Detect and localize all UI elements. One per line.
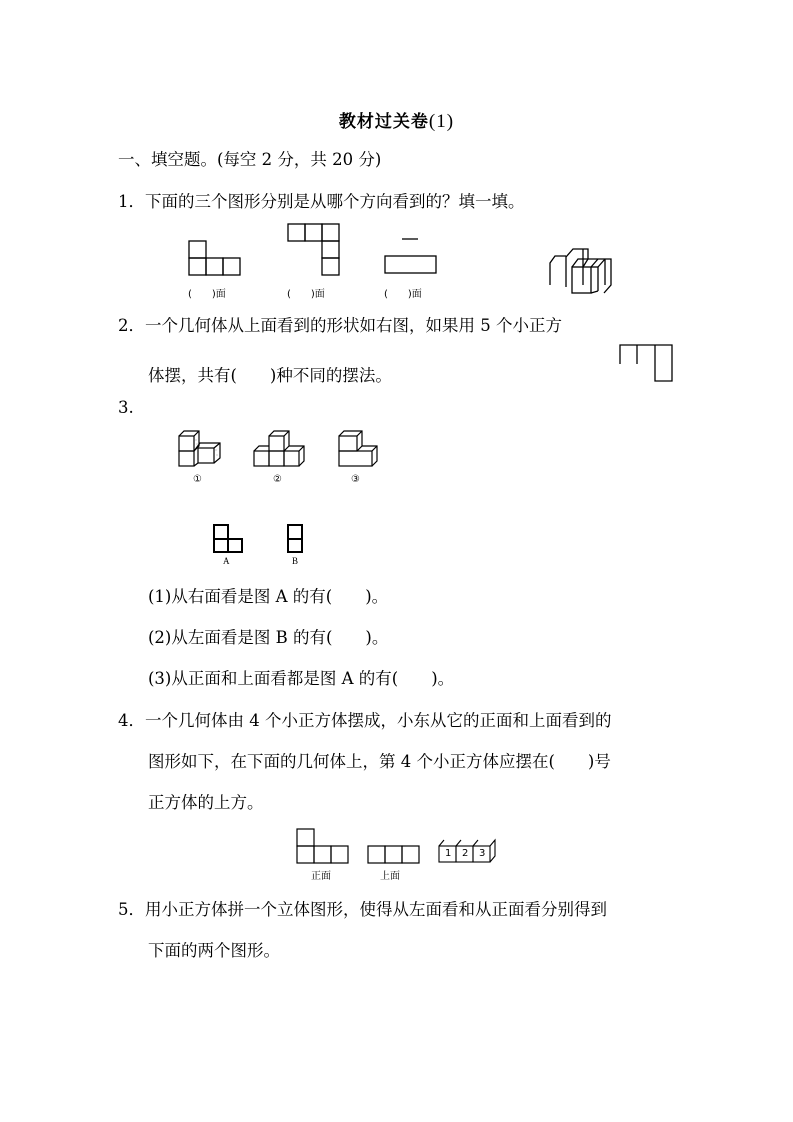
top-view-figure (619, 344, 675, 384)
view-B-label: B (292, 556, 299, 566)
cube-label-2: 2 (462, 848, 469, 859)
sub-question-2: (2)从左面看是图 B 的有( )。 (148, 628, 389, 647)
top-view-figure-q4 (367, 845, 423, 865)
title-number: (1) (428, 111, 455, 132)
title-text: 教材过关卷 (338, 112, 429, 132)
figure-2-caption: ( )面 (287, 289, 325, 300)
cube-label-3: 3 (479, 848, 486, 859)
section-heading: 一、填空题。(每空 2 分，共 20 分) (118, 150, 382, 169)
question-number: 5． (118, 900, 145, 919)
cube-label-1: 1 (445, 848, 452, 859)
view-figure-3 (384, 236, 440, 278)
question-text: 一个几何体由 4 个小正方体摆成，小东从它的正面和上面看到的 (145, 711, 612, 730)
solid-2-label: ② (273, 474, 282, 485)
question-4-line-1 (118, 711, 612, 731)
figure-3-caption: ( )面 (384, 289, 422, 300)
sub-question-3: (3)从正面和上面看都是图 A 的有( )。 (148, 669, 455, 688)
sub-question-1: (1)从右面看是图 A 的有( )。 (148, 587, 389, 606)
view-figure-1 (188, 238, 243, 278)
question-5-line-1 (118, 900, 607, 920)
solid-1-label: ① (193, 474, 202, 485)
question-3-number: 3. (118, 398, 134, 417)
question-2-line-2: 体摆，共有( )种不同的摆法。 (148, 366, 392, 385)
question-text: 一个几何体从上面看到的形状如右图，如果用 5 个小正方 (145, 316, 562, 335)
front-view-figure (296, 828, 352, 866)
solid-3-label: ③ (351, 474, 360, 485)
question-number: 2． (118, 316, 145, 335)
solid-figure-3 (338, 430, 380, 470)
view-A-label: A (223, 556, 230, 566)
question-text: 用小正方体拼一个立体图形，使得从左面看和从正面看分别得到 (145, 900, 607, 919)
question-4-line-3: 正方体的上方。 (148, 793, 264, 812)
view-figure-2 (287, 222, 342, 277)
question-4-line-2: 图形如下，在下面的几何体上，第 4 个小正方体应摆在( )号 (148, 752, 611, 771)
figure-1-caption: ( )面 (188, 289, 226, 300)
solid-figure-2 (253, 430, 309, 470)
solid-3d-figure (548, 245, 613, 303)
view-figure-A (213, 524, 245, 554)
view-figure-B (287, 524, 305, 554)
front-view-caption: 正面 (311, 871, 331, 882)
solid-figure-1 (178, 430, 226, 470)
question-text: 下面的三个图形分别是从哪个方向看到的？填一填。 (145, 192, 525, 211)
question-number: 1． (118, 192, 145, 211)
top-view-caption: 上面 (380, 871, 400, 882)
question-1 (118, 192, 525, 212)
question-2-line-1 (118, 316, 562, 336)
question-5-line-2: 下面的两个图形。 (148, 941, 280, 960)
question-number: 4． (118, 711, 145, 730)
page-title (0, 107, 793, 133)
